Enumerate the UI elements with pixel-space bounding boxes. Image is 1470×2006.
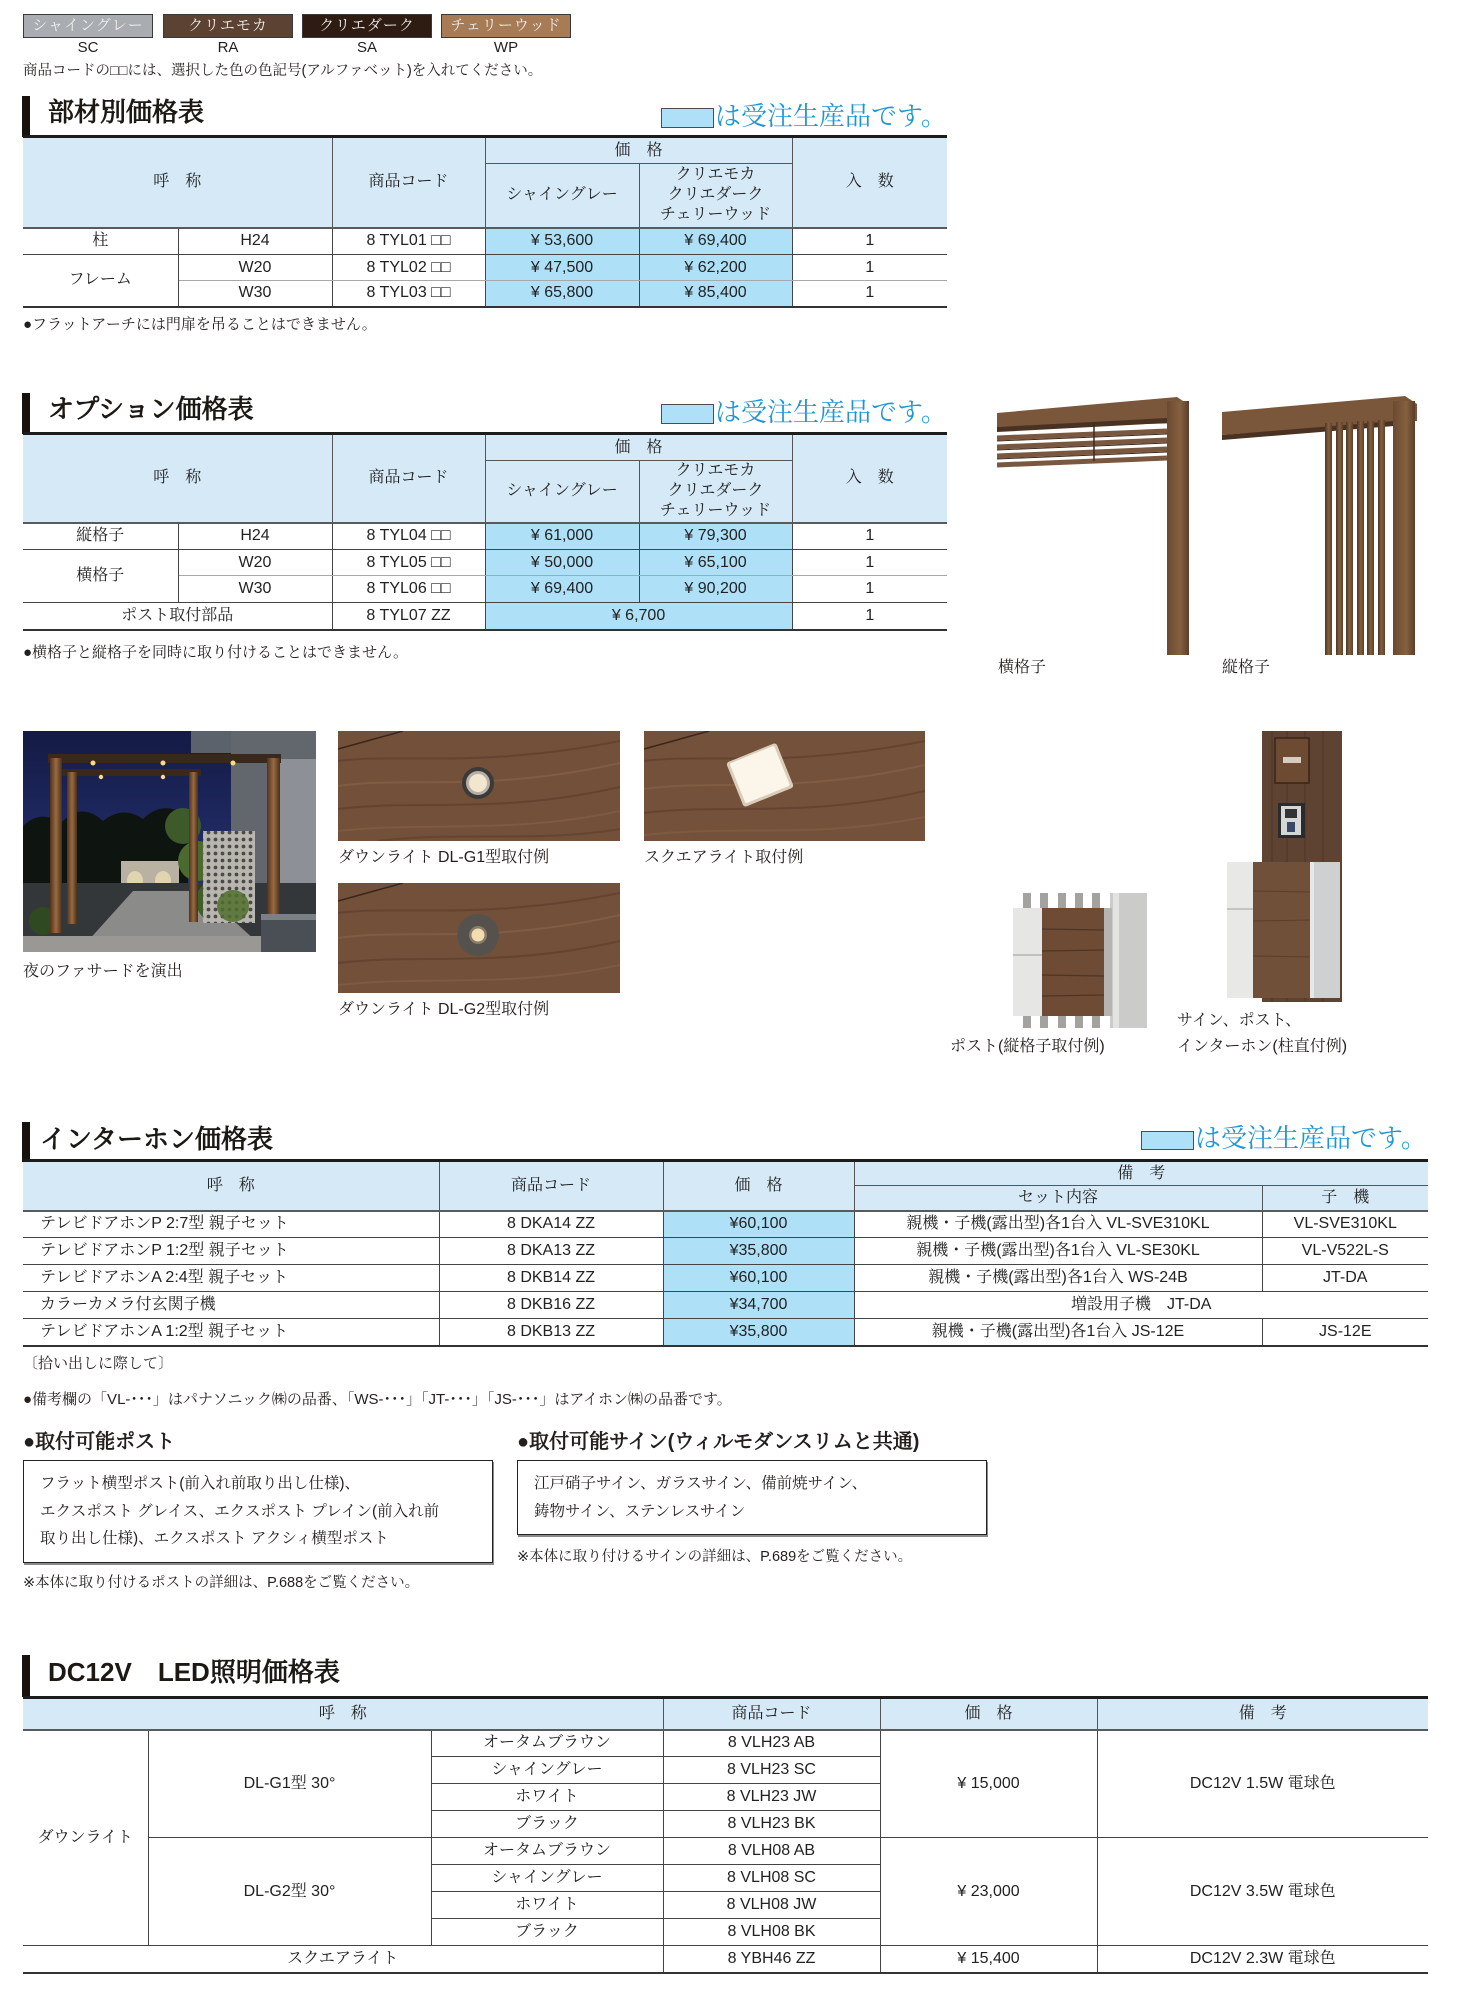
compatible-posts-title: ●取付可能ポスト [23,1431,176,1453]
swatch-code: SA [356,39,377,56]
header-line: クリエダーク [667,482,764,500]
pickup-note: 〔拾い出しに際して〕 [23,1355,174,1372]
cell-price-sc: ¥ 69,400 [485,576,639,603]
color-code-note: 商品コードの□□には、選択した色の色記号(アルファベット)を入れてください。 [23,63,543,79]
swatch-crie-dark: クリエダーク [302,14,432,38]
swatch-shining-gray: シャイングレー [23,14,153,38]
cell-color: ブラック [431,1919,663,1946]
order-made-legend-text: は受注生産品です。 [1195,1123,1427,1153]
cell-remarks-merged: 増設用子機 JT-DA [854,1292,1428,1319]
cell-color: オータムブラウン [431,1838,663,1865]
compatible-sign-line: 鋳物サイン、ステンレスサイン [534,1502,746,1520]
header-price-wood-colors [639,461,792,523]
header-line: チェリーウッド [659,502,772,520]
cell-qty: 1 [792,603,947,630]
caption-night-facade: 夜のファサードを演出 [23,963,183,980]
cell-code: 8 VLH23 JW [663,1784,880,1811]
cell-price-sc: ¥ 61,000 [485,523,639,550]
cell-size: W20 [178,550,332,576]
table-row [23,523,947,550]
cell-qty: 1 [792,550,947,576]
cell-price-sc: ¥ 50,000 [485,550,639,576]
table-row [23,1838,1428,1865]
section-bar [22,393,30,434]
table-row [23,1211,1428,1238]
swatch-code: RA [217,39,239,56]
compatible-signs-note: ※本体に取り付けるサインの詳細は、P.689をご覧ください。 [517,1549,913,1565]
table-row [23,1238,1428,1265]
cell-name: テレビドアホンA 1:2型 親子セット [23,1319,439,1346]
remarks-note: ●備考欄の「VL-･･･」はパナソニック㈱の品番、「WS-･･･」「JT-･･･」「JS-･･･」はアイホン㈱の品番です。 [23,1391,732,1408]
cell-qty: 1 [792,228,947,255]
section-title-led: DC12V LED照明価格表 [48,1657,340,1687]
order-made-legend-swatch [1141,1131,1194,1150]
cell-price: ¥34,700 [663,1292,854,1319]
cell-child-unit: JS-12E [1262,1319,1428,1346]
header-code: 商品コード [332,434,485,523]
header-price-shining-gray: シャイングレー [485,461,639,523]
cell-color: シャイングレー [431,1757,663,1784]
header-line: クリエモカ [675,462,756,480]
night-facade-photo [23,731,316,952]
cell-qty: 1 [792,255,947,281]
cell-price: ¥35,800 [663,1319,854,1346]
caption-square-light: スクエアライト取付例 [644,849,804,866]
cell-child-unit: JT-DA [1262,1265,1428,1292]
table-row [23,228,947,255]
cell-qty: 1 [792,576,947,603]
cell-name: テレビドアホンA 2:4型 親子セット [23,1265,439,1292]
parts-price-table [23,135,947,308]
cell-code: 8 VLH08 AB [663,1838,880,1865]
order-made-legend-swatch [661,404,714,424]
cell-code: 8 DKB16 ZZ [439,1292,663,1319]
led-price-table [23,1696,1428,1974]
swatch-cherry-wood: チェリーウッド [441,14,571,38]
compatible-post-line: フラット横型ポスト(前入れ前取り出し仕様)、 [40,1475,361,1492]
cell-color: シャイングレー [431,1865,663,1892]
header-remarks: 備 考 [854,1161,1428,1186]
header-code: 商品コード [663,1698,880,1730]
cell-price-other: ¥ 79,300 [639,523,792,550]
header-price: 価 格 [485,137,792,164]
header-line: クリエダーク [667,186,764,204]
section-title-intercom: インターホン価格表 [40,1124,273,1154]
header-remarks: 備 考 [1097,1698,1428,1730]
parts-table-note: ●フラットアーチには門扉を吊ることはできません。 [23,316,377,333]
header-line: クリエモカ [675,166,756,184]
downlight-g2-photo [338,883,620,993]
square-light-photo [644,731,925,841]
order-made-legend-text: は受注生産品です。 [715,397,947,427]
cell-price: ¥ 15,000 [880,1730,1097,1838]
caption-vertical-lattice: 縦格子 [1222,659,1271,676]
compatible-posts-note: ※本体に取り付けるポストの詳細は、P.688をご覧ください。 [23,1575,420,1591]
cell-price-other: ¥ 69,400 [639,228,792,255]
cell-price-all: ¥ 6,700 [485,603,792,630]
compatible-post-line: 取り出し仕様)、エクスポスト アクシィ横型ポスト [40,1530,389,1547]
cell-code: 8 VLH23 AB [663,1730,880,1757]
section-title-options: オプション価格表 [48,394,254,424]
compatible-sign-line: 江戸硝子サイン、ガラスサイン、備前焼サイン、 [534,1475,868,1492]
compatible-post-line: エクスポスト グレイス、エクスポスト プレイン(前入れ前 [40,1502,440,1520]
section-title-parts: 部材別価格表 [48,97,205,127]
compatible-signs-box [517,1460,987,1535]
cell-color: ホワイト [431,1892,663,1919]
header-price: 価 格 [485,434,792,461]
cell-set-contents: 親機・子機(露出型)各1台入 VL-SVE310KL [854,1211,1262,1238]
post-lattice-photo [1013,893,1147,1028]
cell-color: ホワイト [431,1784,663,1811]
cell-category: ダウンライト [23,1730,148,1946]
cell-code: 8 TYL07 ZZ [332,603,485,630]
swatch-code: SC [77,39,99,56]
header-qty: 入 数 [792,434,947,523]
cell-price-other: ¥ 90,200 [639,576,792,603]
option-table-note: ●横格子と縦格子を同時に取り付けることはできません。 [23,644,408,661]
horizontal-lattice-image [997,395,1192,655]
cell-model: DL-G1型 30° [148,1730,431,1838]
caption-horizontal-lattice: 横格子 [998,659,1047,676]
downlight-g1-photo [338,731,620,841]
cell-price-sc: ¥ 65,800 [485,281,639,307]
table-row [23,603,947,630]
cell-code: 8 VLH08 SC [663,1865,880,1892]
cell-code: 8 TYL04 □□ [332,523,485,550]
cell-size: W20 [178,255,332,281]
header-name: 呼 称 [23,1698,663,1730]
header-name: 呼 称 [23,137,332,228]
cell-child-unit: VL-V522L-S [1262,1238,1428,1265]
cell-price-other: ¥ 65,100 [639,550,792,576]
cell-size: W30 [178,281,332,307]
cell-price: ¥60,100 [663,1265,854,1292]
cell-group: ポスト取付部品 [23,603,332,630]
header-code: 商品コード [332,137,485,228]
cell-name: テレビドアホンP 2:7型 親子セット [23,1211,439,1238]
cell-code: 8 VLH23 BK [663,1811,880,1838]
intercom-price-table [23,1159,1428,1347]
cell-price-sc: ¥ 53,600 [485,228,639,255]
table-row [23,255,947,281]
table-row [23,1292,1428,1319]
compatible-signs-title: ●取付可能サイン(ウィルモダンスリムと共通) [517,1431,920,1453]
cell-qty: 1 [792,281,947,307]
table-row [23,550,947,576]
table-row [23,1265,1428,1292]
cell-group: 柱 [23,228,178,255]
header-code: 商品コード [439,1161,663,1211]
cell-size: W30 [178,576,332,603]
cell-group: 横格子 [23,550,178,603]
cell-code: 8 TYL03 □□ [332,281,485,307]
header-price: 価 格 [663,1161,854,1211]
header-price-wood-colors [639,164,792,228]
option-price-table [23,432,947,631]
cell-set-contents: 親機・子機(露出型)各1台入 JS-12E [854,1319,1262,1346]
cell-set-contents: 親機・子機(露出型)各1台入 VL-SE30KL [854,1238,1262,1265]
header-child-unit: 子 機 [1262,1186,1428,1211]
cell-remarks: DC12V 2.3W 電球色 [1097,1946,1428,1973]
cell-remarks: DC12V 1.5W 電球色 [1097,1730,1428,1838]
cell-color: オータムブラウン [431,1730,663,1757]
cell-code: 8 DKA14 ZZ [439,1211,663,1238]
cell-price-other: ¥ 62,200 [639,255,792,281]
order-made-legend-text: は受注生産品です。 [715,101,947,131]
cell-name: テレビドアホンP 1:2型 親子セット [23,1238,439,1265]
cell-qty: 1 [792,523,947,550]
cell-price: ¥ 23,000 [880,1838,1097,1946]
sign-post-intercom-photo [1227,731,1343,1002]
cell-code: 8 DKB13 ZZ [439,1319,663,1346]
caption-post-lattice: ポスト(縦格子取付例) [950,1038,1105,1055]
caption-downlight-g2: ダウンライト DL-G2型取付例 [338,1001,550,1018]
cell-code: 8 DKA13 ZZ [439,1238,663,1265]
compatible-posts-box [23,1460,493,1563]
header-name: 呼 称 [23,1161,439,1211]
header-line: チェリーウッド [659,206,772,224]
order-made-legend-swatch [661,108,714,128]
table-row [23,1946,1428,1973]
header-price-shining-gray: シャイングレー [485,164,639,228]
cell-code: 8 TYL02 □□ [332,255,485,281]
caption-sign-post-line1: サイン、ポスト、 [1177,1012,1302,1029]
cell-code: 8 VLH08 JW [663,1892,880,1919]
cell-name: カラーカメラ付玄関子機 [23,1292,439,1319]
swatch-crie-mocha: クリエモカ [163,14,293,38]
cell-size: H24 [178,523,332,550]
cell-name: スクエアライト [23,1946,663,1973]
cell-price: ¥ 15,400 [880,1946,1097,1973]
caption-downlight-g1: ダウンライト DL-G1型取付例 [338,849,550,866]
header-set-contents: セット内容 [854,1186,1262,1211]
cell-code: 8 TYL05 □□ [332,550,485,576]
section-bar [22,96,30,137]
cell-code: 8 YBH46 ZZ [663,1946,880,1973]
cell-model: DL-G2型 30° [148,1838,431,1946]
cell-price-sc: ¥ 47,500 [485,255,639,281]
section-bar [22,1122,30,1162]
cell-color: ブラック [431,1811,663,1838]
cell-size: H24 [178,228,332,255]
cell-price: ¥60,100 [663,1211,854,1238]
caption-sign-post-line2: インターホン(柱直付例) [1177,1038,1348,1055]
table-row [23,1730,1428,1757]
header-price: 価 格 [880,1698,1097,1730]
cell-price-other: ¥ 85,400 [639,281,792,307]
cell-code: 8 TYL01 □□ [332,228,485,255]
header-name: 呼 称 [23,434,332,523]
cell-group: 縦格子 [23,523,178,550]
cell-code: 8 DKB14 ZZ [439,1265,663,1292]
cell-code: 8 TYL06 □□ [332,576,485,603]
cell-group: フレーム [23,255,178,307]
vertical-lattice-image [1222,395,1417,655]
header-qty: 入 数 [792,137,947,228]
section-bar [22,1655,30,1697]
cell-code: 8 VLH08 BK [663,1919,880,1946]
table-row [23,1319,1428,1346]
cell-child-unit: VL-SVE310KL [1262,1211,1428,1238]
swatch-code: WP [493,39,519,56]
cell-remarks: DC12V 3.5W 電球色 [1097,1838,1428,1946]
cell-code: 8 VLH23 SC [663,1757,880,1784]
cell-set-contents: 親機・子機(露出型)各1台入 WS-24B [854,1265,1262,1292]
cell-price: ¥35,800 [663,1238,854,1265]
